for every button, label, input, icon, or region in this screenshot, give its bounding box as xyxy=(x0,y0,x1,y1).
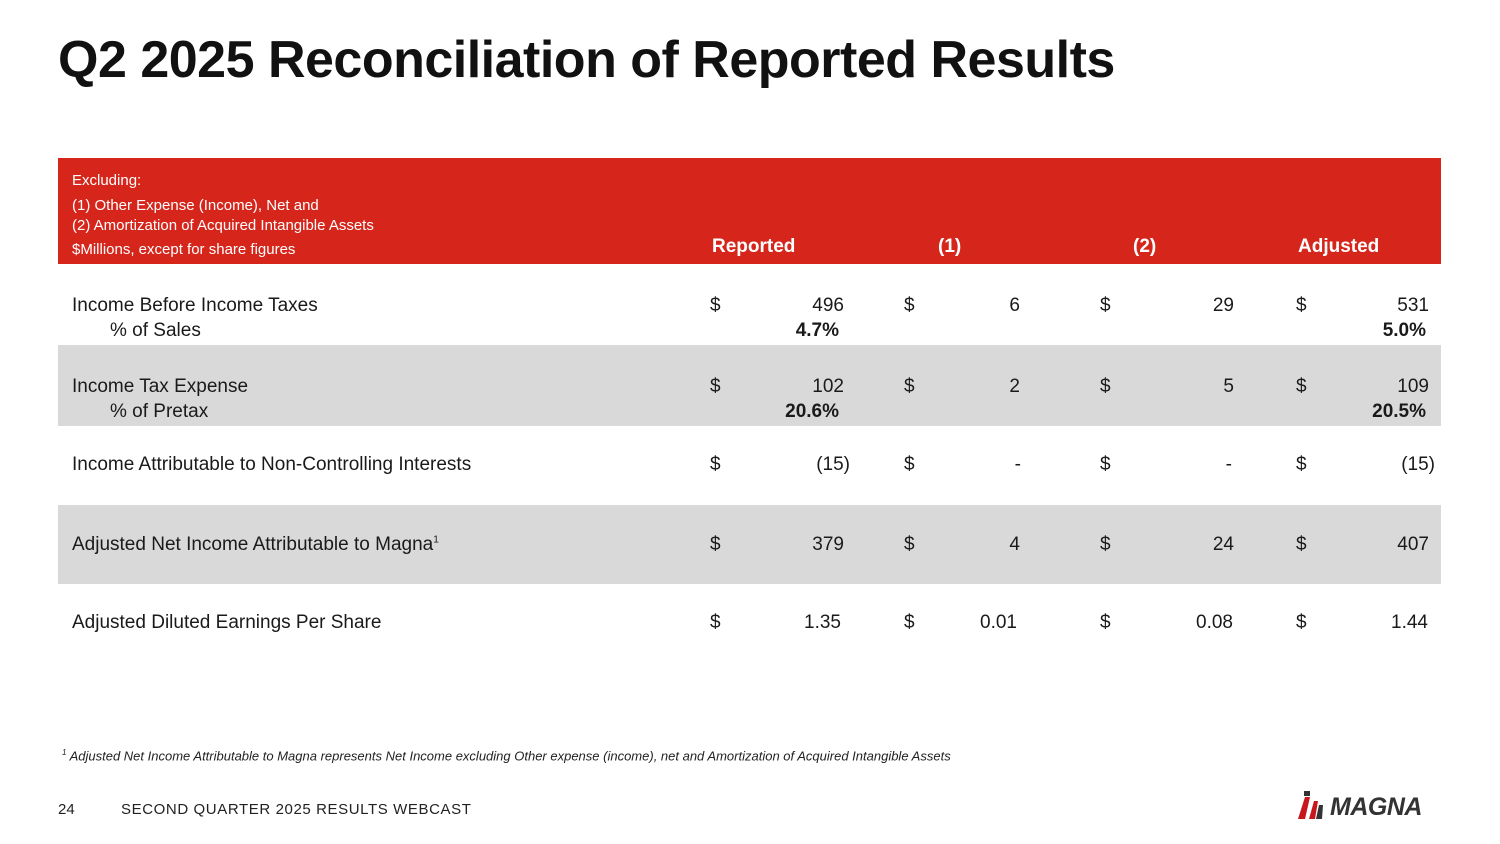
value-2: 29 xyxy=(1212,295,1234,316)
value-reported: (15) xyxy=(816,454,850,475)
currency-symbol: $ xyxy=(904,534,915,555)
currency-symbol: $ xyxy=(710,612,721,633)
footnote-text: Adjusted Net Income Attributable to Magna represents Net Income excluding Other expense (income), net and Amortization of Acquired Intangible Assets xyxy=(69,748,951,764)
row-sub-label: % of Pretax xyxy=(110,401,209,422)
value-2: 5 xyxy=(1223,376,1234,397)
value-2: 24 xyxy=(1212,534,1234,555)
currency-symbol: $ xyxy=(904,376,915,397)
pct-adjusted: 5.0% xyxy=(1382,320,1426,341)
pct-adjusted: 20.5% xyxy=(1372,401,1426,422)
row-label: Adjusted Diluted Earnings Per Share xyxy=(72,612,382,633)
value-1: 0.01 xyxy=(980,612,1017,633)
currency-symbol: $ xyxy=(710,295,721,316)
row-sub-label: % of Sales xyxy=(110,320,201,341)
currency-symbol: $ xyxy=(1100,454,1111,475)
footnote xyxy=(62,748,951,763)
currency-symbol: $ xyxy=(904,612,915,633)
currency-symbol: $ xyxy=(904,454,915,475)
header-item-1: (1) Other Expense (Income), Net and xyxy=(72,197,319,214)
value-1: 6 xyxy=(1009,295,1020,316)
footer-title: SECOND QUARTER 2025 RESULTS WEBCAST xyxy=(121,801,472,818)
currency-symbol: $ xyxy=(1296,376,1307,397)
currency-symbol: $ xyxy=(1296,612,1307,633)
row-label xyxy=(72,534,439,556)
header-units: $Millions, except for share figures xyxy=(72,241,296,258)
slide-title: Q2 2025 Reconciliation of Reported Results xyxy=(58,31,1115,89)
page-number: 24 xyxy=(58,801,75,818)
header-item-2: (2) Amortization of Acquired Intangible Assets xyxy=(72,217,374,234)
value-adjusted: 531 xyxy=(1397,295,1429,316)
value-adjusted: (15) xyxy=(1401,454,1435,475)
value-adjusted: 109 xyxy=(1397,376,1429,397)
value-2: 0.08 xyxy=(1196,612,1233,633)
currency-symbol: $ xyxy=(1100,376,1111,397)
currency-symbol: $ xyxy=(1296,534,1307,555)
currency-symbol: $ xyxy=(710,534,721,555)
value-1: 4 xyxy=(1009,534,1020,555)
header-excluding: Excluding: xyxy=(72,172,142,189)
currency-symbol: $ xyxy=(1296,454,1307,475)
magna-logo-icon xyxy=(1296,791,1330,821)
value-reported: 102 xyxy=(812,376,844,397)
col-header-reported: Reported xyxy=(712,236,796,257)
footnote-marker: 1 xyxy=(433,534,439,546)
row-label: Income Attributable to Non-Controlling Interests xyxy=(72,454,472,475)
row-label: Income Before Income Taxes xyxy=(72,295,318,316)
value-2: - xyxy=(1225,454,1232,475)
value-adjusted: 407 xyxy=(1397,534,1429,555)
table-row xyxy=(58,345,1441,426)
col-header-2: (2) xyxy=(1133,236,1157,257)
magna-logo xyxy=(1296,791,1442,821)
logo-wordmark: MAGNA xyxy=(1330,793,1422,821)
currency-symbol: $ xyxy=(1296,295,1307,316)
reconciliation-table xyxy=(58,158,1441,663)
table-row xyxy=(58,505,1441,584)
table-header xyxy=(58,158,1441,264)
footnote-number: 1 xyxy=(62,748,67,757)
currency-symbol: $ xyxy=(710,376,721,397)
value-reported: 379 xyxy=(812,534,844,555)
value-1: - xyxy=(1014,454,1021,475)
col-header-adjusted: Adjusted xyxy=(1298,236,1380,257)
value-adjusted: 1.44 xyxy=(1391,612,1428,633)
currency-symbol: $ xyxy=(904,295,915,316)
currency-symbol: $ xyxy=(710,454,721,475)
col-header-1: (1) xyxy=(938,236,962,257)
currency-symbol: $ xyxy=(1100,612,1111,633)
table-row xyxy=(58,264,1441,345)
pct-reported: 20.6% xyxy=(785,401,839,422)
currency-symbol: $ xyxy=(1100,295,1111,316)
currency-symbol: $ xyxy=(1100,534,1111,555)
row-label: Income Tax Expense xyxy=(72,376,249,397)
table-row xyxy=(58,426,1441,505)
table-row xyxy=(58,584,1441,663)
value-1: 2 xyxy=(1009,376,1020,397)
pct-reported: 4.7% xyxy=(795,320,839,341)
value-reported: 496 xyxy=(812,295,844,316)
row-label-text: Adjusted Net Income Attributable to Magna xyxy=(72,534,434,555)
value-reported: 1.35 xyxy=(804,612,841,633)
